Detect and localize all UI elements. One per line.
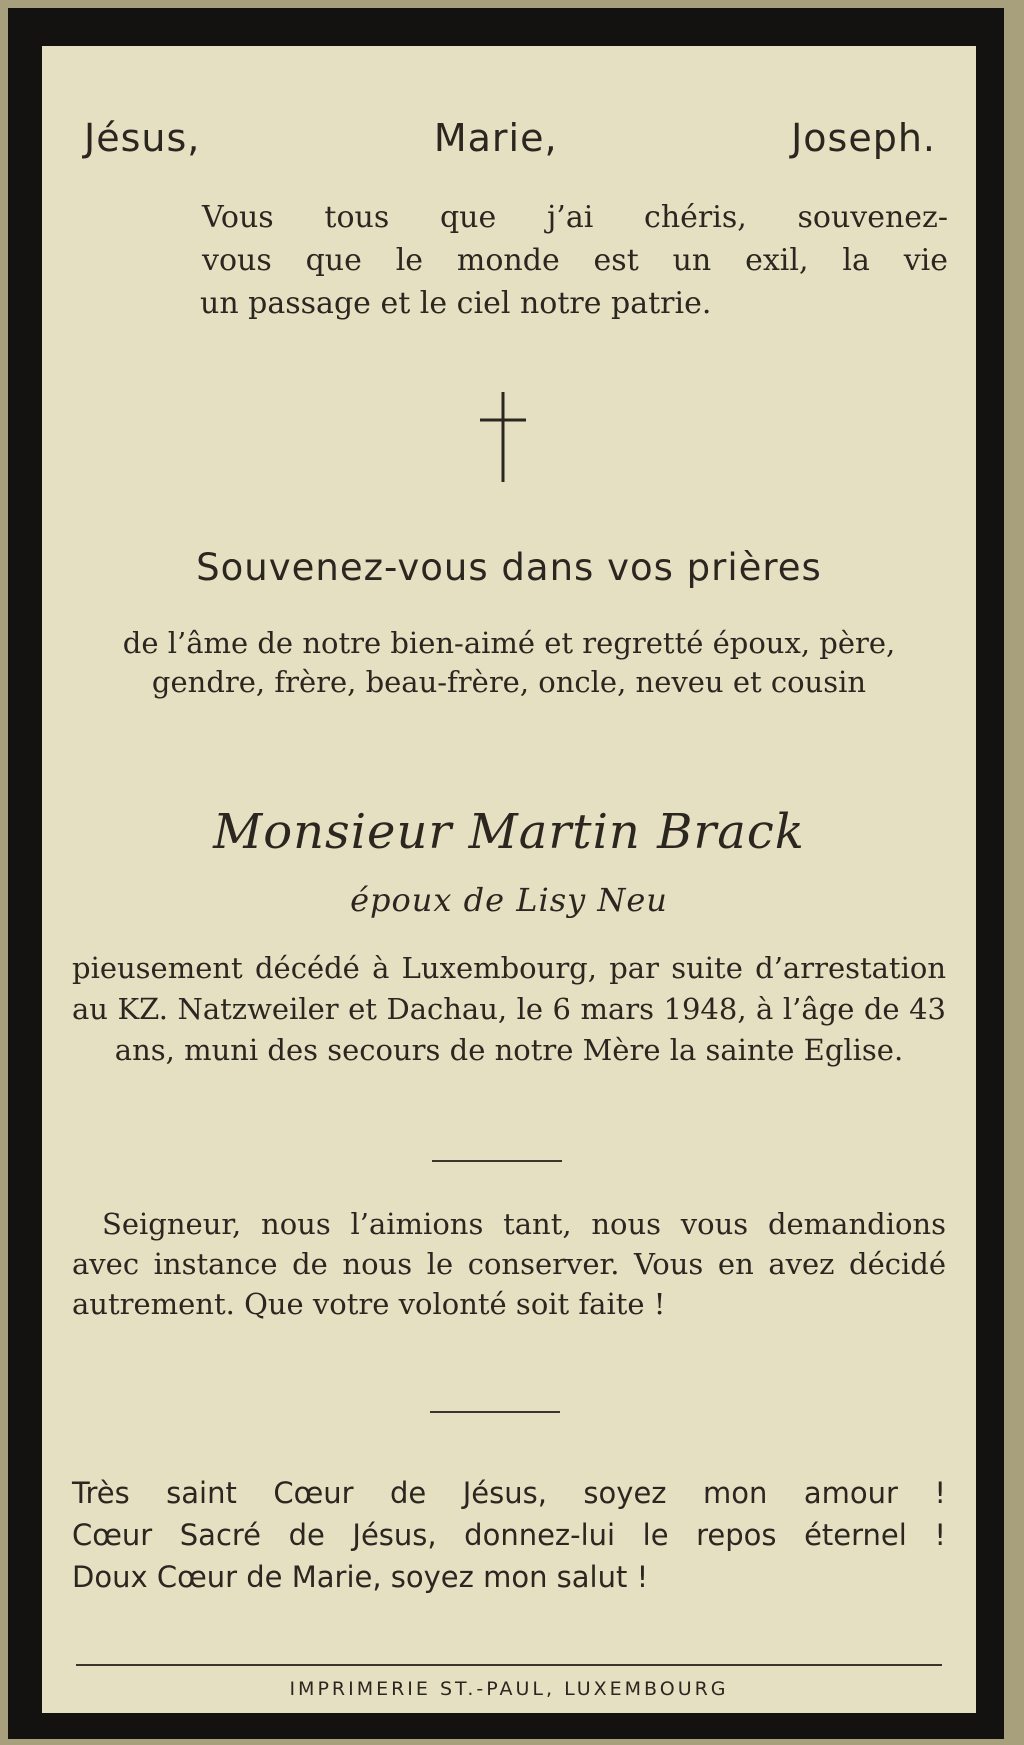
prayer-body: Seigneur, nous l’aimions tant, nous vous demandions avec instance de nous le conserver. Vous en avez décidé autrement. Que votre volonté soit faite ! bbox=[72, 1207, 946, 1321]
deceased-spouse: époux de Lisy Neu bbox=[350, 881, 668, 919]
mourning-border bbox=[8, 8, 1004, 1739]
header-holy-family bbox=[84, 116, 936, 160]
opening-line-2: vous que le monde est un exil, la vie bbox=[202, 243, 948, 278]
opening-verse bbox=[202, 196, 948, 325]
invocation-line: Doux Cœur de Marie, soyez mon salut ! bbox=[72, 1560, 649, 1594]
latin-cross-icon bbox=[480, 392, 526, 482]
footer-divider bbox=[76, 1664, 942, 1666]
soul-text: de l’âme de notre bien-aimé et regretté époux, père, gendre, frère, beau-frère, oncle, neveu et cousin bbox=[122, 626, 896, 699]
invocations bbox=[72, 1472, 946, 1598]
printer-credit: IMPRIMERIE ST.-PAUL, LUXEMBOURG bbox=[289, 1678, 729, 1700]
header-jesus: Jésus, bbox=[84, 116, 201, 160]
divider-1 bbox=[432, 1160, 562, 1162]
opening-line-1: Vous tous que j’ai chéris, souvenez- bbox=[202, 200, 948, 235]
remember-title: Souvenez-vous dans vos prières bbox=[196, 546, 822, 589]
memorial-card bbox=[42, 46, 976, 1713]
prayer-text bbox=[72, 1204, 946, 1324]
opening-line-3: un passage et le ciel notre patrie. bbox=[200, 286, 712, 321]
header-joseph: Joseph. bbox=[791, 116, 936, 160]
death-notice: pieusement décédé à Luxembourg, par suite d’arrestation au KZ. Natzweiler et Dachau, le 6 mars 1948, à l’âge de 43 ans, muni des secours de notre Mère la sainte Eglise. bbox=[72, 951, 946, 1067]
invocation-line: Cœur Sacré de Jésus, donnez-lui le repos éternel ! bbox=[72, 1518, 946, 1552]
header-marie: Marie, bbox=[433, 116, 558, 160]
divider-2 bbox=[430, 1411, 560, 1413]
invocation-line: Très saint Cœur de Jésus, soyez mon amour ! bbox=[72, 1476, 946, 1510]
deceased-name: Monsieur Martin Brack bbox=[213, 804, 805, 860]
